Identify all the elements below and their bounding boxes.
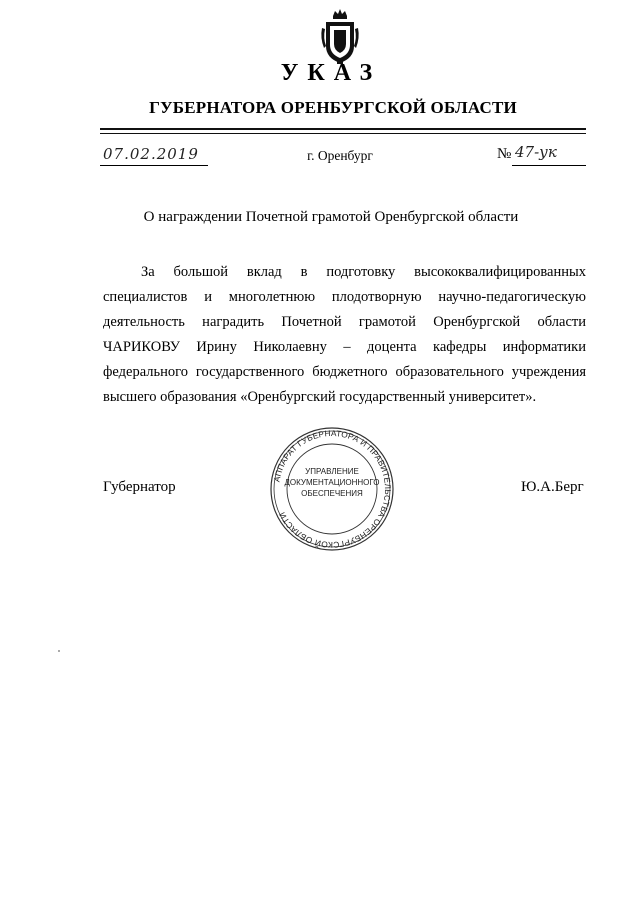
document-city: г. Оренбург xyxy=(307,148,373,163)
decree-heading: О награждении Почетной грамотой Оренбургской области xyxy=(143,209,519,225)
header-rule-thin xyxy=(100,133,586,134)
stamp-inner-text xyxy=(276,466,388,499)
stamp-line: ОБЕСПЕЧЕНИЯ xyxy=(301,489,363,498)
header-rule-thick xyxy=(100,128,586,130)
signatory-position: Губернатор xyxy=(103,479,176,495)
document-number: 47-ук xyxy=(515,143,557,161)
number-underline xyxy=(512,165,586,166)
coat-of-arms-icon xyxy=(320,8,360,66)
stamp-outer-text: АППАРАТ ГУБЕРНАТОРА И ПРАВИТЕЛЬСТВА ОРЕНБУРГСКОЙ ОБЛАСТИ xyxy=(271,427,394,551)
scan-speck xyxy=(58,650,60,652)
decree-body xyxy=(103,260,586,410)
number-label: № xyxy=(497,146,512,162)
stamp-line: ДОКУМЕНТАЦИОННОГО xyxy=(284,478,380,487)
issuer-subtitle: ГУБЕРНАТОРА ОРЕНБУРГСКОЙ ОБЛАСТИ xyxy=(149,98,517,117)
date-underline xyxy=(100,165,208,166)
document-date: 07.02.2019 xyxy=(103,145,199,163)
body-paragraph: За большой вклад в подготовку высококвалифицированных специалистов и многолетнюю плодотворную научно-педагогическую деятельность наградить Почетной грамотой Оренбургской области ЧАРИКОВУ Ирину Николаевну – доцента кафедры информатики федерального государственного бюджетного образовательного учреждения высшего образования «Оренбургский государственный университет». xyxy=(103,264,586,405)
stamp-line: УПРАВЛЕНИЕ xyxy=(305,467,359,476)
document-type-title: УКАЗ xyxy=(280,60,382,86)
signatory-name: Ю.А.Берг xyxy=(521,479,584,495)
